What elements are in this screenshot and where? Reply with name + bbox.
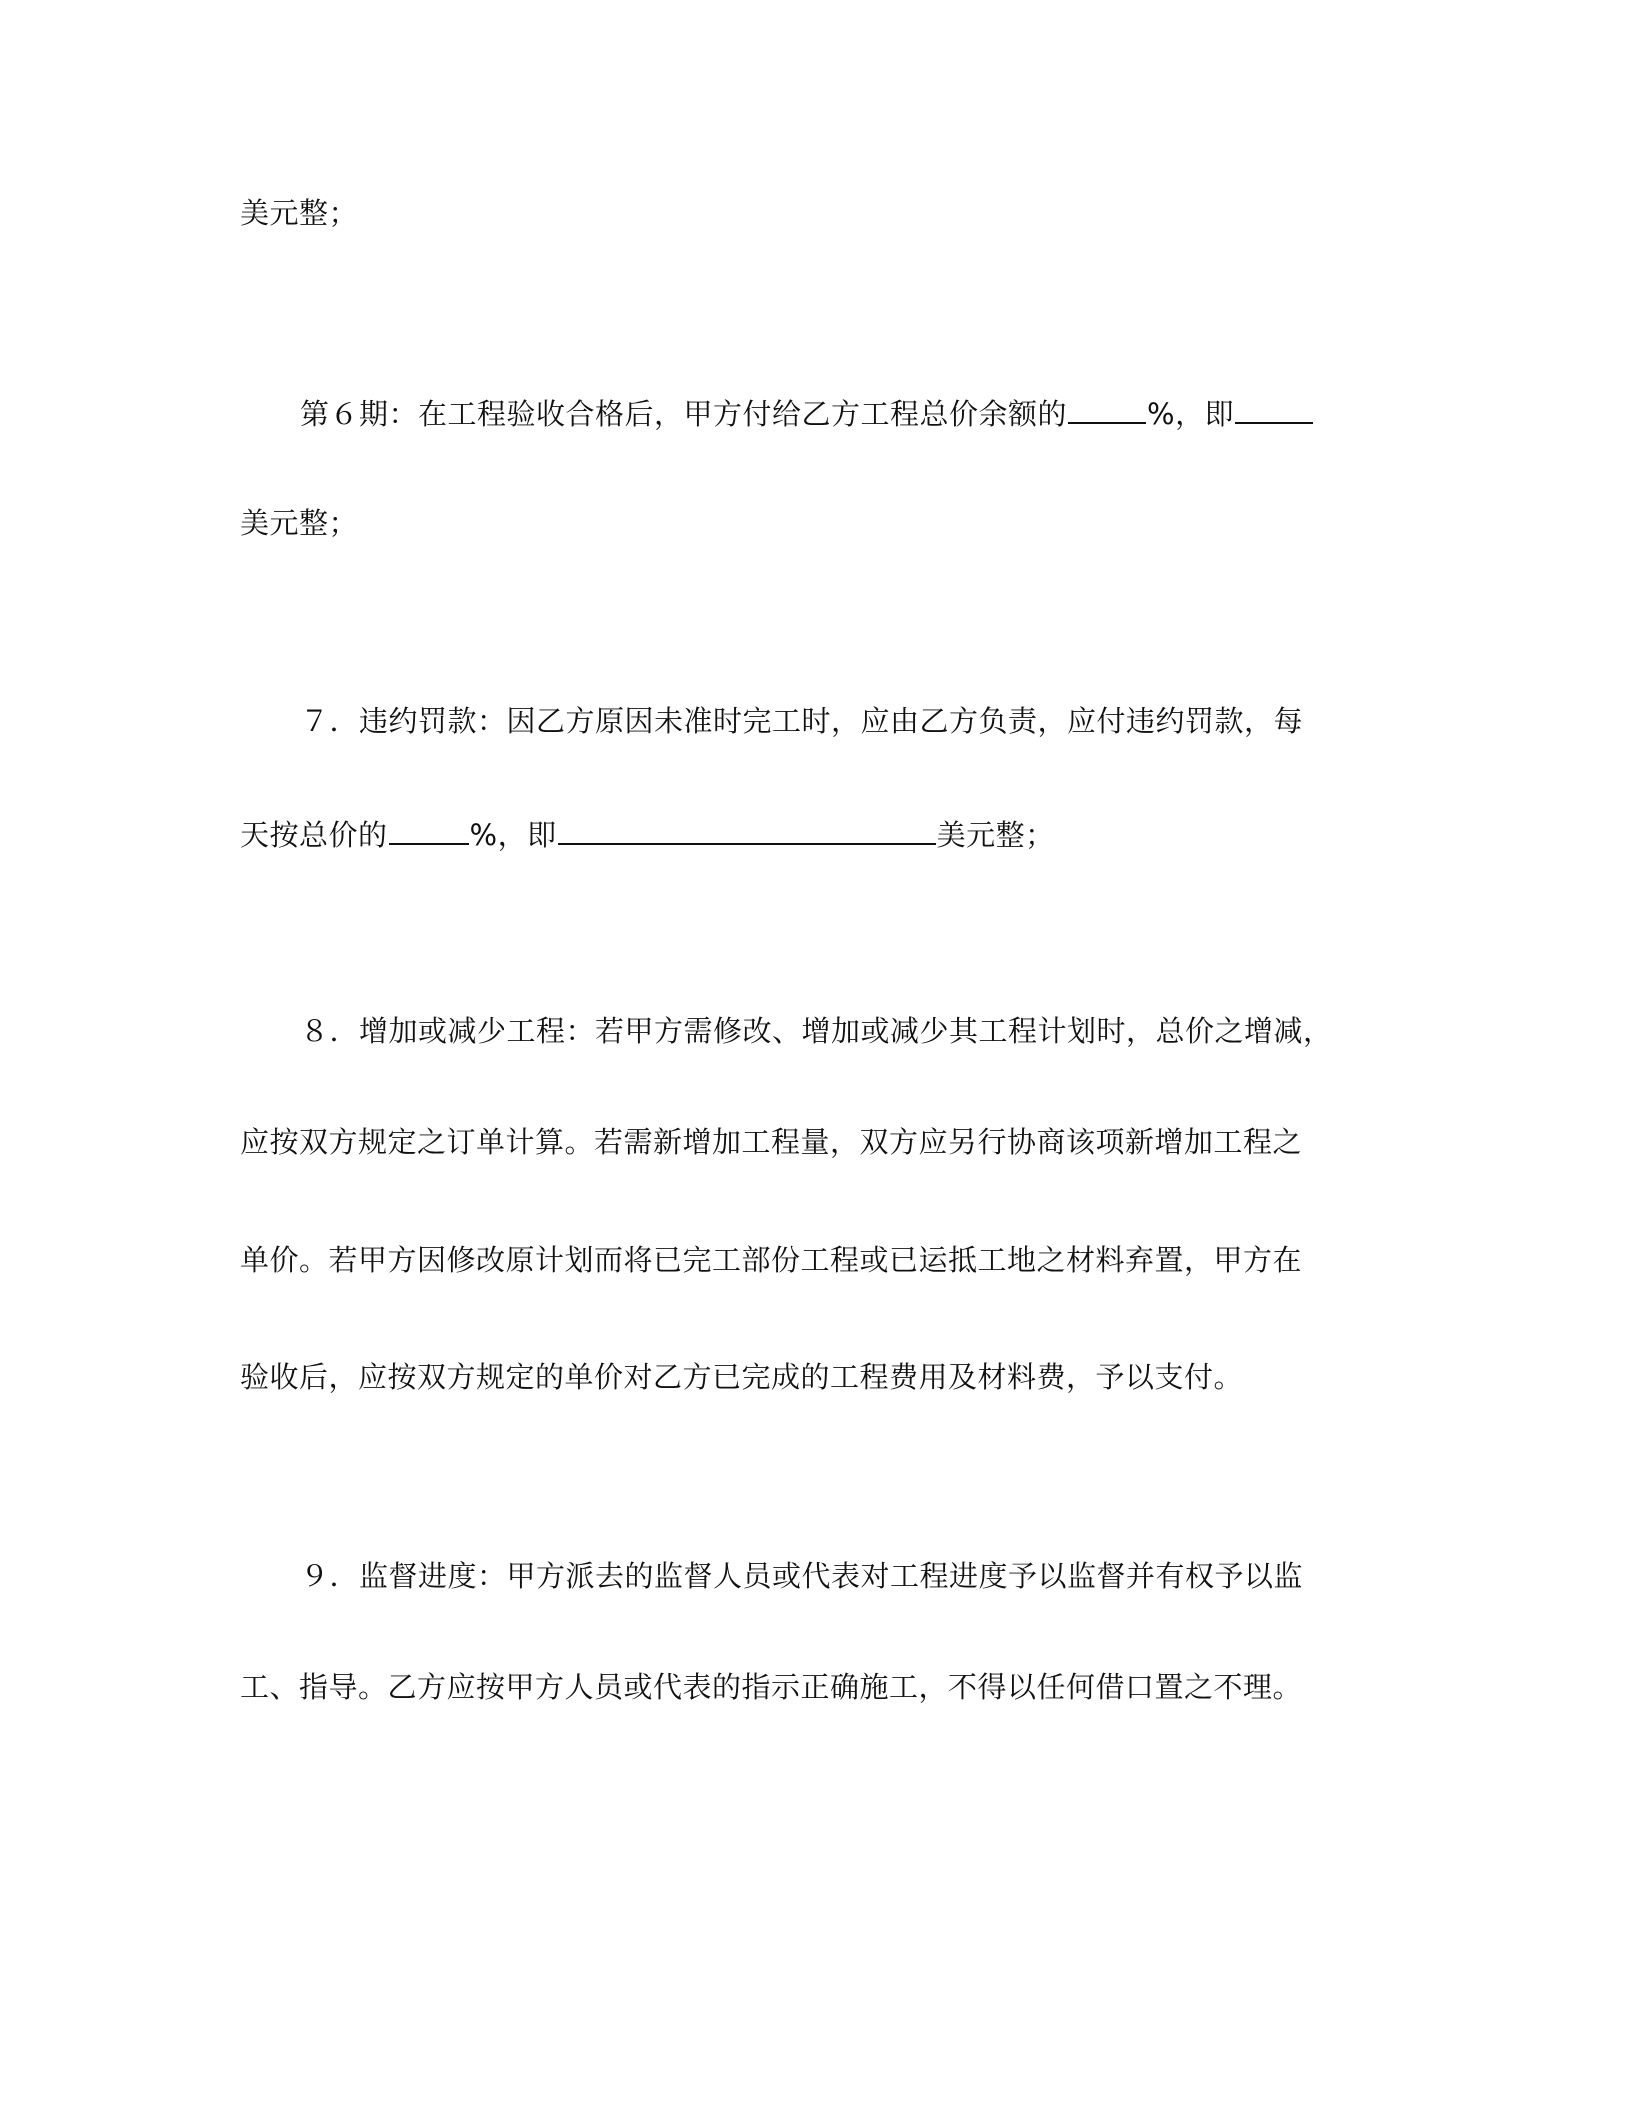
text: %，即 <box>1147 397 1235 431</box>
amount-blank <box>1235 392 1313 424</box>
stage6-line <box>300 392 1314 434</box>
clause9-line-2 <box>240 1667 1302 1707</box>
text: 天按总价的 <box>240 818 388 852</box>
text: 单价。若甲方因修改原计划而将已完工部份工程或已运抵工地之材料弃置，甲方在 <box>240 1243 1303 1277</box>
percent-blank <box>389 813 469 845</box>
clause8-line-1 <box>300 1011 1333 1051</box>
clause8-line-4 <box>240 1357 1243 1397</box>
text: 美元整； <box>936 818 1055 852</box>
text: 应按双方规定之订单计算。若需新增加工程量，双方应另行协商该项新增加工程之 <box>240 1125 1303 1159</box>
clause7-line-1 <box>300 701 1303 741</box>
text: 验收后，应按双方规定的单价对乙方已完成的工程费用及材料费，予以支付。 <box>240 1360 1244 1394</box>
text: 美元整； <box>240 196 359 230</box>
text: 第６期：在工程验收合格后，甲方付给乙方工程总价余额的 <box>300 397 1068 431</box>
stage6-line-2 <box>240 503 358 543</box>
clause7-line-2 <box>240 813 1055 855</box>
text: 美元整； <box>240 506 359 540</box>
text: ７．违约罚款：因乙方原因未准时完工时，应由乙方负责，应付违约罚款，每 <box>300 704 1304 738</box>
percent-blank <box>1068 392 1146 424</box>
text: ９．监督进度：甲方派去的监督人员或代表对工程进度予以监督并有权予以监 <box>300 1559 1304 1593</box>
clause8-line-3 <box>240 1240 1302 1280</box>
amount-blank <box>558 813 936 845</box>
clause9-line-1 <box>300 1556 1303 1596</box>
text: %，即 <box>469 818 557 852</box>
text: ８．增加或减少工程：若甲方需修改、增加或减少其工程计划时，总价之增减， <box>300 1014 1333 1048</box>
text: 工、指导。乙方应按甲方人员或代表的指示正确施工，不得以任何借口置之不理。 <box>240 1670 1303 1704</box>
paragraph-line <box>240 193 358 233</box>
clause8-line-2 <box>240 1122 1302 1162</box>
